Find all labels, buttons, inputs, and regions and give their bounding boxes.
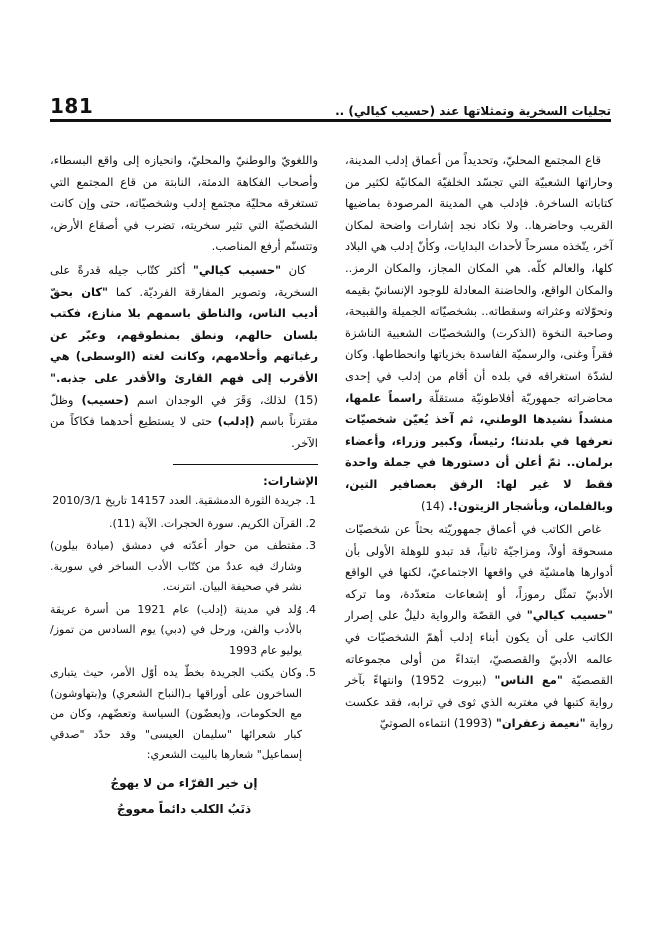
body-text: (15) لذلك، وَقَرَ في الوجدان اسم [137,392,318,407]
left-column [50,150,318,822]
novel-title: "نعيمة زعفران" [495,716,586,731]
header-rule [50,119,611,122]
footnote-ref: (14) [421,498,445,513]
author-name: "حسيب كيالي" [192,262,282,277]
footnote-item: 5. وكان يكتب الجريدة بخطّ يده أوّل الأمر، حيث يتبارى الساخرون على أوراقها بـ(النباح الشعري) و(بتهاوشون) مع الحكومات، و(يعضّون) السياسة وتعضّهم، وكان من كبار شعرائها "سليمان العيسى" وقد حدّد "صدقي إسماعيل" شعارها بالبيت الشعري: [50,663,302,766]
running-title: تجليات السخرية وتمثلاتها عند (حسيب كيالي) .. [335,104,611,118]
author-name: (حسيب) [81,392,129,407]
footnote-rule [173,464,318,465]
footnote-item: 2. القرآن الكريم. سورة الحجرات. الآية (11). [50,514,302,535]
body-text: قاع المجتمع المحليّ، وتحديداً من أعماق إدلب المدينة، وحاراتها الشعبيّة التي تجسّد الخلفيّة المكانيّة لكثير من كتاباته الساخرة. فإدلب هي المدينة المرصودة بماضيها القريب وحاضرها.. ولا نكاد نجد إشارات واضحة لمكان آخر، يتّخذه مسرحاً لأحداث البدايات، وكأنّ إدلب هي البلاد كلها، والعالم كلّه. هي المكان المجاز، والمكان الرمز.. والمكان الواقع، والحاضنة المعادلة للوجود الإنسانيّ بقيمه وتحوّلاته وعثراته وسقطاته.. بشخصيّاته الجميلة والقبيحة، وصاحبة النخوة (الذكرت) والشخصيّات الشعبية الناشزة فقراً وغنى، والرسميّة الفاسدة بخزياتها وانحطاطها. وكان لشدّة استغراقه في بلده أن أقام من إدلب في إحدى محاضراته جمهوريّة أفلاطونيّة مستقلّة [345,153,614,405]
body-text: وظلّ مقترناً باسم [50,392,319,429]
quoted-text: "كان بحقّ أديب الناس، والناطق باسمهم بلا منازع، فكتب بلسان حالهم، ونطق بمنطوقهم، وعبّر عن رغباتهم وأحلامهم، وكانت لغته (الوسطى) هي الأقرب إلى فهم القارئ والأقدر على جذبه." [50,284,318,385]
footnote-item: 1. جريدة الثورة الدمشقية. العدد 14157 تاريخ 2010/3/1 [50,491,302,512]
poem-verse [50,770,318,822]
body-text: (بيروت 1952) وانتهاءً بآخر رواية كتبها في مغتربه الذي ثوى في ترابه، فقد عكست رواية [345,673,613,731]
body-text: واللغويّ والوطنيّ والمحليّ، وانحيازه إلى واقع البسطاء، وأصحاب الفكاهة الدمثة، النابتة من قاع المجتمع التي تستغرقه محليّة مجتمع إدلب وشخصيّاته، حتى وإن كانت الشخصيّة التي تثير سخريته، تضرب في أصقاع الأرض، وتتسنّم أرفع المناصب. [50,153,318,254]
author-name: "حسيب كيالي" [526,608,614,623]
paragraph [50,150,318,258]
paragraph [50,260,318,454]
page-header [50,84,611,118]
footnote-item: 4. وُلد في مدينة (إدلب) عام 1921 من أسرة عريقة بالأدب والفن، ورحل في (دبي) يوم السادس من تموز/ يوليو عام 1993 [50,600,302,662]
paragraph [345,519,613,735]
page-number: 181 [50,94,94,118]
book-title: "مع الناس" [494,673,563,688]
poem-line: إن خير القرّاء من لا يهوجُ [110,775,258,790]
footnotes-list [50,491,318,766]
right-column [345,150,613,735]
body-text: حتى لا يستطيع أحدهما فكاكاً من الآخر. [50,414,318,450]
quoted-text: راسماً علمها، منشداً نشيدها الوطني، ثم آخذ يُعيّن شخصيّات نعرفها في بلدتنا؛ رئيساً، وكبير وزراء، وأعضاء برلمان.. ثمّ أعلن أن دستورها في جملة واحدة فقط لا غير لها: الرفق بعصافير التين، وبالفلمان، وبأشجار الزيتون!. [345,390,613,513]
poem-line: ذنَبُ الكلب دائماً معووجُ [116,801,252,816]
city-name: (إدلب) [217,414,255,429]
body-text: (1993) انتماءه الصوتيّ [379,716,493,731]
footnotes-heading: الإشارات: [263,474,318,489]
body-text: أكثر كتّاب جيله قدرةً على السخرية، وتصوير المفارقة الفرديّة. كما [50,262,318,299]
body-text: في القصّة والرواية دليلٌ على إصرار الكاتب على أن يكون أبناء إدلب أهمّ الشخصيّات في عالمه الأدبيّ والقصصيّ، ابتداءً من أولى مجموعاته القصصيّة [345,608,614,688]
body-text: كان [288,262,307,277]
footnote-item: 3. مقتطف من حوار أعدّته في دمشق (ميادة بيلون) وشارك فيه عددٌ من كتّاب الأدب الساخر في سورية. نشر في صحيفة البيان. انترنت. [50,536,302,598]
body-text: غاص الكاتب في أعماق جمهوريّته بحثاً عن شخصيّات مسحوقة أولاً، ومزاجيّة ثانياً، قد تبدو للوهلة الأولى بأن أدوارها هامشيّة في واقعها الاجتماعيّ، لكنها في الواقع الأدبيّ تمثّل رموزاً، أو إشعاعات متعدّدة، وما تركه [345,522,613,601]
paragraph [345,150,613,517]
